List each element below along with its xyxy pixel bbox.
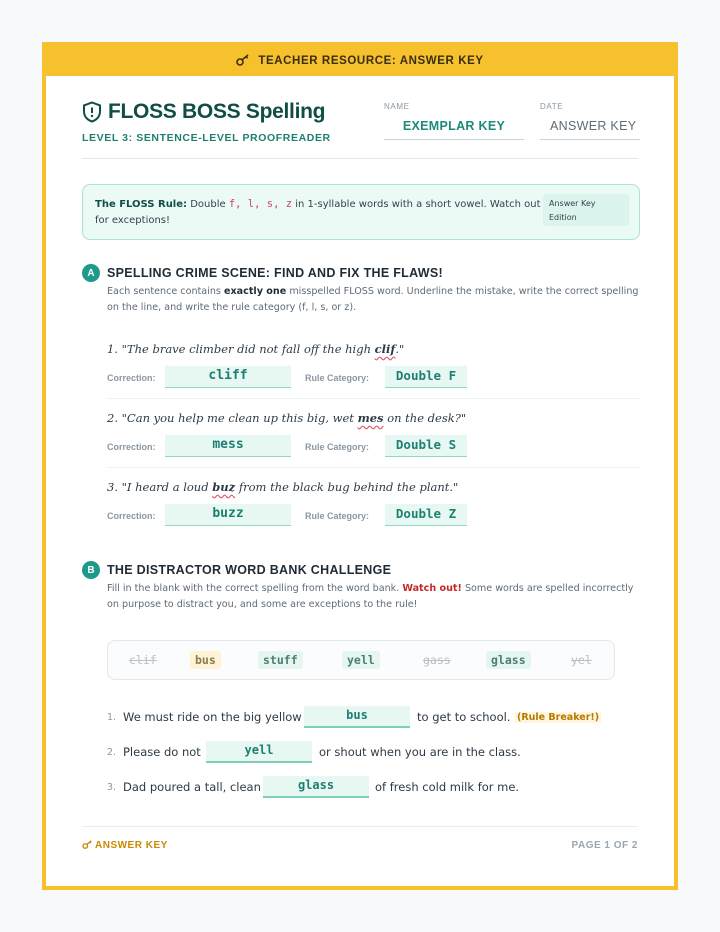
section-a-badge: A — [82, 264, 100, 282]
key-icon — [82, 840, 93, 849]
footer-divider — [82, 826, 638, 827]
section-b-warning: Watch out! — [402, 583, 462, 594]
page-title: FLOSS BOSS Spelling — [108, 100, 326, 123]
fill-before: We must ride on the big yellow — [123, 710, 302, 724]
fill-before: Dad poured a tall, clean — [123, 780, 261, 794]
banner-text: TEACHER RESOURCE: ANSWER KEY — [258, 55, 484, 67]
sentence-after: on the desk?" — [387, 411, 467, 425]
fill-after: of fresh cold milk for me. — [375, 780, 520, 794]
fill-blank[interactable]: bus — [304, 706, 410, 728]
page-number: PAGE 1 OF 2 — [571, 840, 638, 851]
proofread-item — [107, 411, 641, 452]
proofread-item — [107, 480, 641, 521]
date-field[interactable] — [540, 102, 640, 140]
word-bank-item[interactable]: glass — [486, 651, 531, 669]
misspelled-word[interactable]: buz — [212, 480, 236, 494]
category-label: Rule Category: — [305, 511, 370, 521]
sentence-before: 1. "The brave climber did not fall off the high — [107, 342, 372, 356]
header-divider — [82, 158, 638, 159]
fill-number: 3. — [107, 782, 117, 793]
section-a-desc-before: Each sentence contains — [107, 286, 221, 297]
date-label: DATE — [540, 102, 564, 111]
proofread-item — [107, 342, 641, 383]
fill-sentence — [107, 776, 627, 800]
section-a-desc-bold: exactly one — [223, 286, 287, 297]
misspelled-word[interactable]: mes — [357, 411, 384, 425]
rule-text-after: in 1-syllable words with a short vowel. Watch out for exceptions! — [95, 199, 541, 226]
section-a-heading — [82, 264, 443, 282]
category-field[interactable]: Double S — [385, 435, 467, 457]
category-label: Rule Category: — [305, 373, 370, 383]
word-bank-item[interactable]: yell — [342, 651, 380, 669]
worksheet-header — [82, 100, 638, 160]
name-field[interactable] — [384, 102, 524, 140]
correction-label: Correction: — [107, 511, 156, 521]
footer-answer-key — [82, 840, 168, 851]
sentence-after: from the black bug behind the plant." — [238, 480, 459, 494]
fill-number: 1. — [107, 712, 117, 723]
item-sentence — [107, 342, 641, 356]
item-sentence — [107, 480, 641, 494]
word-bank-item[interactable]: gass — [423, 653, 451, 667]
item-divider — [107, 398, 641, 399]
word-bank — [107, 640, 615, 680]
misspelled-word[interactable]: clif — [374, 342, 396, 356]
fill-after: or shout when you are in the class. — [319, 745, 521, 759]
section-b-heading — [82, 561, 391, 579]
fill-sentence — [107, 706, 627, 730]
word-bank-item[interactable]: yel — [571, 653, 592, 667]
section-a-description — [107, 284, 647, 316]
rule-breaker-tag: (Rule Breaker!) — [517, 712, 600, 723]
worksheet-page — [42, 42, 678, 890]
section-b-desc-before: Fill in the blank with the correct spelling from the word bank. — [107, 583, 400, 594]
correction-field[interactable]: cliff — [165, 366, 291, 388]
section-a-title: SPELLING CRIME SCENE: FIND AND FIX THE FLAWS! — [107, 266, 443, 280]
sentence-after: ." — [395, 342, 405, 356]
section-b-title: THE DISTRACTOR WORD BANK CHALLENGE — [107, 563, 392, 577]
word-bank-item[interactable]: bus — [190, 651, 221, 669]
section-a-desc-after: misspelled FLOSS word. Underline the mistake, write the correct spelling on the line, and write the rule category (f, l, s, or z). — [107, 286, 639, 313]
fill-before: Please do not — [123, 745, 201, 759]
fill-number: 2. — [107, 747, 117, 758]
rule-lead: The FLOSS Rule: — [95, 199, 188, 210]
word-bank-item[interactable]: clif — [129, 653, 157, 667]
section-b-desc-after: Some words are spelled incorrectly on purpose to distract you, and some are exceptions to the rule! — [107, 583, 634, 610]
section-b-badge: B — [82, 561, 100, 579]
date-value: ANSWER KEY — [540, 116, 640, 140]
key-icon — [236, 54, 250, 69]
correction-label: Correction: — [107, 373, 156, 383]
rule-letters: f, l, s, z — [228, 198, 293, 210]
edition-badge: Answer Key Edition — [543, 194, 629, 226]
section-b-description — [107, 581, 647, 613]
rule-text-before: Double — [190, 199, 226, 210]
item-sentence — [107, 411, 641, 425]
sentence-before: 2. "Can you help me clean up this big, wet — [107, 411, 354, 425]
fill-blank[interactable]: yell — [206, 741, 312, 763]
fill-sentence — [107, 741, 627, 765]
correction-field[interactable]: mess — [165, 435, 291, 457]
category-label: Rule Category: — [305, 442, 370, 452]
teacher-banner — [46, 46, 674, 76]
category-field[interactable]: Double Z — [385, 504, 467, 526]
fill-after: to get to school. — [417, 710, 511, 724]
name-label: NAME — [384, 102, 410, 111]
page-subtitle: LEVEL 3: SENTENCE-LEVEL PROOFREADER — [82, 132, 331, 144]
name-value: EXEMPLAR KEY — [384, 116, 524, 140]
floss-rule-box — [82, 184, 640, 240]
shield-icon — [82, 101, 102, 123]
category-field[interactable]: Double F — [385, 366, 467, 388]
item-divider — [107, 467, 641, 468]
correction-field[interactable]: buzz — [165, 504, 291, 526]
correction-label: Correction: — [107, 442, 156, 452]
footer-left-text: ANSWER KEY — [95, 840, 168, 851]
word-bank-item[interactable]: stuff — [258, 651, 303, 669]
fill-blank[interactable]: glass — [263, 776, 369, 798]
sentence-before: 3. "I heard a loud — [107, 480, 209, 494]
